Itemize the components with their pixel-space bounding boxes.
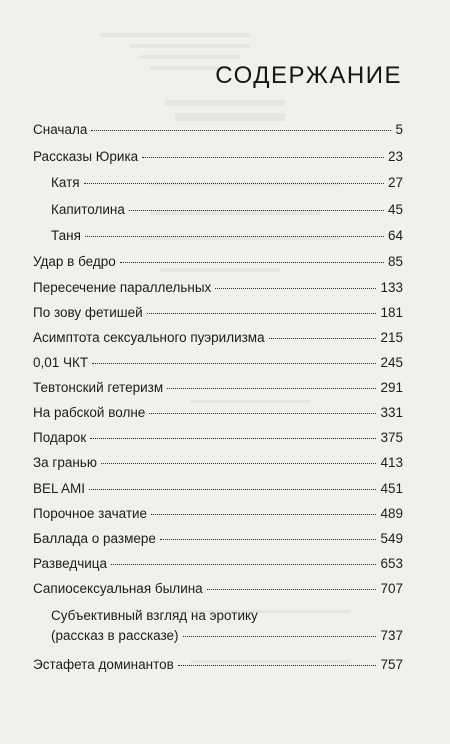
toc-entry-label: Капитолина [51, 200, 125, 220]
dot-leader [142, 157, 384, 158]
toc-entry [33, 278, 403, 298]
toc-subentry [33, 226, 403, 246]
dot-leader [89, 489, 376, 490]
toc-entry-page: 413 [380, 455, 403, 470]
toc-subentry [33, 173, 403, 193]
dot-leader [167, 388, 376, 389]
toc-entry [33, 655, 403, 675]
toc-entry-label: Эстафета доминантов [33, 655, 174, 675]
dot-leader [92, 363, 376, 364]
toc-entry-label: Пересечение параллельных [33, 278, 211, 298]
toc-subentry-multiline [33, 606, 403, 646]
toc-entry-label-line2: (рассказ в рассказе) [51, 626, 179, 646]
toc-entry [33, 479, 403, 499]
dot-leader [147, 313, 377, 314]
bleed-line [100, 33, 250, 37]
toc-entry-label: Тевтонский гетеризм [33, 378, 163, 398]
toc-entry [33, 252, 403, 272]
dot-leader [84, 183, 384, 184]
toc-entry-page: 331 [380, 405, 403, 420]
dot-leader [90, 438, 376, 439]
bleed-line [140, 55, 240, 59]
toc-entry-page: 215 [380, 330, 403, 345]
toc-entry-label: За гранью [33, 453, 97, 473]
bleed-line [130, 44, 250, 48]
toc-entry-label: Подарок [33, 428, 86, 448]
dot-leader [215, 288, 376, 289]
page-title: СОДЕРЖАНИЕ [215, 62, 402, 89]
toc-entry [33, 453, 403, 473]
toc-entry-label: Рассказы Юрика [33, 147, 138, 167]
toc-entry [33, 303, 403, 323]
dot-leader [178, 665, 377, 666]
toc-entry-label: Порочное зачатие [33, 504, 147, 524]
toc-entry-label: Сапиосексуальная былина [33, 579, 203, 599]
toc-entry-page: 5 [395, 122, 403, 137]
toc-entry-label: Разведчица [33, 554, 107, 574]
dot-leader [129, 210, 384, 211]
toc-entry-label: На рабской волне [33, 403, 145, 423]
toc-entry-page: 85 [387, 254, 403, 269]
toc-entry-label: Сначала [33, 120, 87, 140]
dot-leader [151, 514, 376, 515]
toc-entry-page: 707 [380, 581, 403, 596]
toc-entry [33, 529, 403, 549]
dot-leader [111, 564, 376, 565]
toc-entry-page: 489 [380, 506, 403, 521]
toc-entry-page: 181 [380, 305, 403, 320]
toc-entry-page: 653 [380, 556, 403, 571]
toc-entry-page: 23 [387, 149, 403, 164]
toc-entry [33, 353, 403, 373]
toc-entry [33, 579, 403, 599]
toc-entry-label: По зову фетишей [33, 303, 143, 323]
toc-entry [33, 378, 403, 398]
toc-entry-label: Асимптота сексуального пуэрилизма [33, 328, 265, 348]
toc-subentry [33, 200, 403, 220]
dot-leader [183, 636, 377, 637]
toc-entry [33, 504, 403, 524]
toc-entry [33, 403, 403, 423]
dot-leader [269, 338, 377, 339]
toc-entry-page: 375 [380, 430, 403, 445]
toc-entry [33, 120, 403, 140]
dot-leader [101, 463, 377, 464]
toc-entry-label: Таня [51, 226, 81, 246]
toc-entry [33, 428, 403, 448]
dot-leader [120, 262, 384, 263]
toc-entry-label: 0,01 ЧКТ [33, 353, 88, 373]
bleed-line [165, 100, 285, 106]
toc-entry-label: BEL AMI [33, 479, 85, 499]
toc-entry [33, 147, 403, 167]
toc-entry-page: 737 [380, 628, 403, 643]
toc-entry-label-line1: Субъективный взгляд на эротику [51, 608, 258, 623]
dot-leader [207, 589, 377, 590]
toc-entry-label: Катя [51, 173, 80, 193]
dot-leader [160, 539, 377, 540]
toc-entry-page: 64 [387, 228, 403, 243]
toc-entry-page: 45 [387, 202, 403, 217]
dot-leader [85, 236, 384, 237]
toc-entry-page: 757 [380, 657, 403, 672]
toc-entry-page: 133 [380, 280, 403, 295]
toc-entry-page: 549 [380, 531, 403, 546]
toc-entry-label: Баллада о размере [33, 529, 156, 549]
toc-entry-label: Удар в бедро [33, 252, 116, 272]
dot-leader [149, 413, 376, 414]
dot-leader [91, 130, 391, 131]
toc-entry [33, 328, 403, 348]
toc-entry-page: 291 [380, 380, 403, 395]
toc-entry [33, 554, 403, 574]
toc-entry-page: 451 [380, 481, 403, 496]
toc-entry-page: 245 [380, 355, 403, 370]
toc-entry-page: 27 [387, 175, 403, 190]
